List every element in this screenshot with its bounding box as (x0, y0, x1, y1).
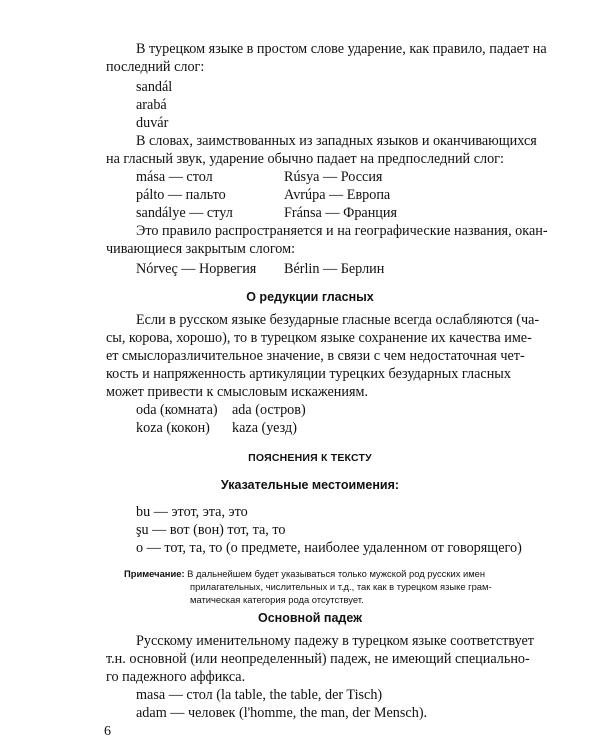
note-label: Примечание: (124, 568, 185, 579)
page-number: 6 (104, 724, 111, 739)
pronoun-line: şu — вот (вон) тот, та, то (136, 522, 286, 538)
paragraph-5-line-3: го падежного аффикса. (106, 669, 246, 685)
word-pair-left: oda (комната) (136, 402, 218, 418)
example-word: sandál (136, 79, 173, 95)
note-line (124, 567, 524, 580)
note-line: прилагательных, числительных и т.д., так как в турецком языке грам- (190, 581, 492, 592)
paragraph-4-line-4: кость и напряженность артикуляции турецких безударных гласных (106, 366, 511, 382)
example-word: duvár (136, 115, 169, 131)
word-pair-left: Nórveç — Норвегия (136, 261, 257, 277)
paragraph-3-line-1: Это правило распространяется и на географические названия, окан- (136, 223, 548, 239)
word-pair-row (136, 186, 544, 204)
paragraph-4-line-5: может привести к смысловым искажениям. (106, 384, 369, 400)
word-pair-row (136, 260, 544, 278)
example-line: adam — человек (l'homme, the man, der Mensch). (136, 705, 428, 721)
paragraph-5-line-1: Русскому именительному падежу в турецком языке соответствует (136, 633, 534, 649)
pronoun-line: o — тот, та, то (о предмете, наиболее удаленном от говорящего) (136, 540, 522, 556)
word-pair-right: Rúsya — Россия (284, 169, 383, 185)
section-heading-reduction: О редукции гласных (246, 290, 374, 304)
paragraph-1-line-1: В турецком языке в простом слове ударение, как правило, падает на (136, 41, 547, 57)
section-heading-notes: ПОЯСНЕНИЯ К ТЕКСТУ (248, 452, 372, 464)
paragraph-4-line-2: сы, корова, хорошо), то в турецком языке сохранение их качества име- (106, 330, 532, 346)
word-pair-right: Bérlin — Берлин (284, 261, 385, 277)
paragraph-3-line-2: чивающиеся закрытым слогом: (106, 241, 296, 257)
word-pair-row (136, 204, 544, 222)
paragraph-5-line-2: т.н. основной (или неопределенный) падеж, не имеющий специально- (106, 651, 530, 667)
word-pair-right: ada (остров) (232, 402, 306, 418)
word-pair-right: kaza (уезд) (232, 420, 297, 436)
word-pair-left: pálto — пальто (136, 187, 226, 203)
section-heading-case: Основной падеж (258, 611, 362, 625)
note-block (124, 567, 524, 606)
paragraph-1-line-2: последний слог: (106, 59, 205, 75)
paragraph-4-line-3: ет смыслоразличительное значение, в связи с чем недостаточная чет- (106, 348, 525, 364)
word-pair-right: Fránsa — Франция (284, 205, 398, 221)
word-pair-right: Avrúpa — Европа (284, 187, 391, 203)
word-pair-row (136, 168, 544, 186)
paragraph-2-line-2: на гласный звук, ударение обычно падает на предпоследний слог: (106, 151, 504, 167)
example-line: masa — стол (la table, the table, der Tisch) (136, 687, 383, 703)
word-pair-row (136, 401, 544, 419)
section-heading-pronouns: Указательные местоимения: (220, 478, 400, 492)
paragraph-4-line-1: Если в русском языке безударные гласные всегда ослабляются (ча- (136, 312, 540, 328)
word-pair-left: sandálye — стул (136, 205, 233, 221)
word-pair-row (136, 419, 544, 437)
word-pair-left: mása — стол (136, 169, 213, 185)
pronoun-line: bu — этот, эта, это (136, 504, 248, 520)
example-word: arabá (136, 97, 167, 113)
paragraph-2-line-1: В словах, заимствованных из западных языков и оканчивающихся (136, 133, 537, 149)
note-line: матическая категория рода отсутствует. (190, 594, 364, 605)
note-text: В дальнейшем будет указываться только мужской род русских имен (187, 568, 486, 579)
word-pair-left: koza (кокон) (136, 420, 210, 436)
